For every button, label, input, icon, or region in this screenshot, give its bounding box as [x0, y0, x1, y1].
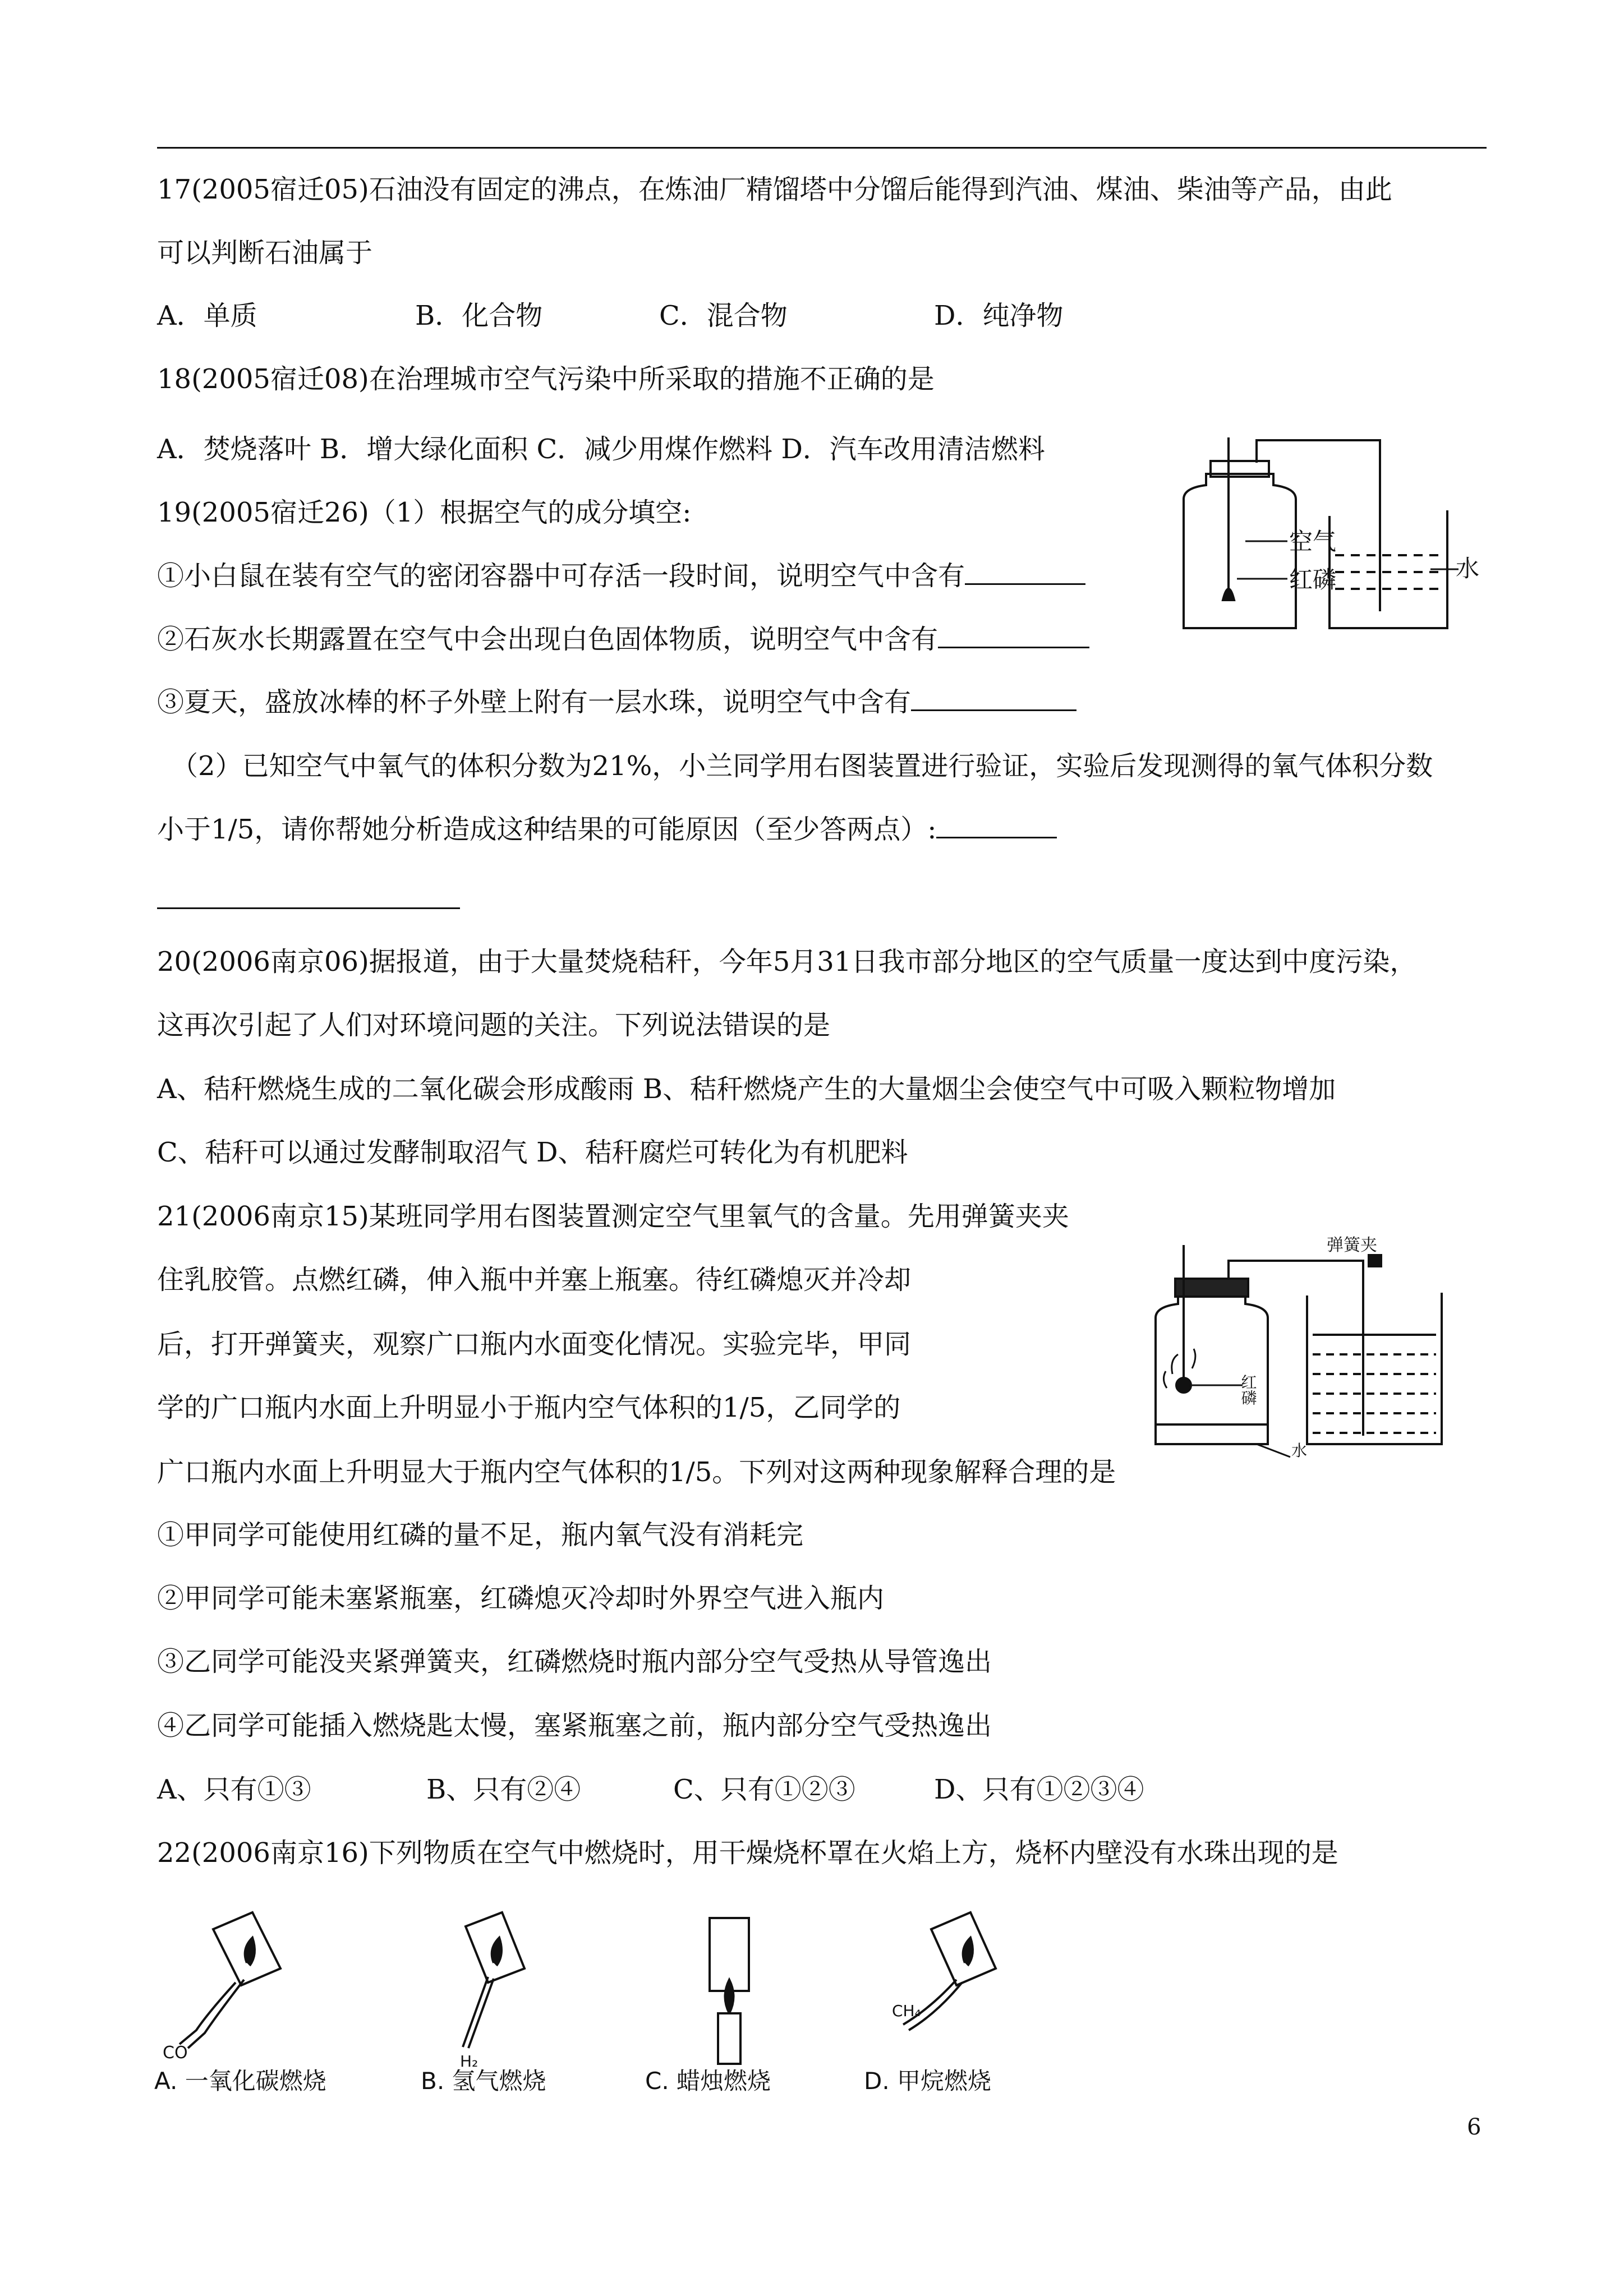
q18-stem: 18(2005宿迁08)在治理城市空气污染中所采取的措施不正确的是 — [157, 363, 935, 395]
q19-item1 — [157, 558, 1085, 594]
q19-figure-label-phosphorus: 红磷 — [1289, 566, 1337, 593]
q20-options-ab: A、秸秆燃烧生成的二氧化碳会形成酸雨 B、秸秆燃烧产生的大量烟尘会使空气中可吸入颗粒物增加 — [157, 1073, 1336, 1105]
q19-item1-text: ①小白鼠在装有空气的密闭容器中可存活一段时间，说明空气中含有 — [157, 560, 965, 592]
q17-option-b: B．化合物 — [415, 300, 543, 331]
q22-figure-a-caption: A. 一氧化碳燃烧 — [154, 2067, 326, 2095]
q22-figure-a-gas: CO — [163, 2043, 188, 2063]
q19-stem: 19(2005宿迁26)（1）根据空气的成分填空: — [157, 497, 692, 528]
q19-item3 — [157, 684, 1076, 720]
answer-blank[interactable] — [965, 561, 1085, 585]
q21-line5: 广口瓶内水面上升明显大于瓶内空气体积的1/5。下列对这两种现象解释合理的是 — [157, 1456, 1116, 1488]
q21-line3: 后，打开弹簧夹，观察广口瓶内水面变化情况。实验完毕，甲同 — [157, 1329, 912, 1360]
q21-statement-4: ④乙同学可能插入燃烧匙太慢，塞紧瓶塞之前，瓶内部分空气受热逸出 — [157, 1710, 992, 1741]
q22-figure-d-gas: CH₄ — [892, 2002, 921, 2020]
q17-option-a: A．单质 — [157, 300, 257, 331]
q17-option-c: C．混合物 — [659, 300, 788, 331]
q22-figure-a — [151, 1896, 342, 2097]
q22-figure-d — [858, 1896, 1049, 2097]
q22-figure-b-caption: B. 氢气燃烧 — [421, 2067, 546, 2095]
answer-line[interactable] — [157, 907, 460, 909]
q21-apparatus-figure — [1144, 1234, 1481, 1458]
q20-options-cd: C、秸秆可以通过发酵制取沼气 D、秸秆腐烂可转化为有机肥料 — [157, 1137, 908, 1168]
q22-stem: 22(2006南京16)下列物质在空气中燃烧时，用干燥烧杯罩在火焰上方，烧杯内壁没有水珠出现的是 — [157, 1837, 1338, 1869]
q21-statement-2: ②甲同学可能未塞紧瓶塞，红磷熄灭冷却时外界空气进入瓶内 — [157, 1583, 885, 1614]
q21-option-c: C、只有①②③ — [673, 1774, 855, 1805]
q19-item3-text: ③夏天，盛放冰棒的杯子外壁上附有一层水珠，说明空气中含有 — [157, 686, 912, 718]
q19-part2-line1: （2）已知空气中氧气的体积分数为21%，小兰同学用右图装置进行验证，实验后发现测得的氧气体积分数 — [171, 750, 1433, 782]
header-rule — [157, 147, 1487, 149]
q19-figure-label-water: 水 — [1456, 555, 1480, 582]
q19-part2-line2-text: 小于1/5，请你帮她分析造成这种结果的可能原因（至少答两点）: — [157, 814, 937, 845]
q17-line1: 17(2005宿迁05)石油没有固定的沸点，在炼油厂精馏塔中分馏后能得到汽油、煤油、柴油等产品，由此 — [157, 174, 1392, 205]
q19-apparatus-figure — [1167, 432, 1481, 639]
q21-figure-label-water: 水 — [1291, 1441, 1308, 1458]
q20-line2: 这再次引起了人们对环境问题的关注。下列说法错误的是 — [157, 1009, 831, 1041]
q19-item2 — [157, 621, 1089, 657]
q21-option-d: D、只有①②③④ — [934, 1774, 1144, 1805]
q19-item2-text: ②石灰水长期露置在空气中会出现白色固体物质，说明空气中含有 — [157, 624, 938, 655]
answer-blank[interactable] — [911, 687, 1076, 711]
q17-option-d: D．纯净物 — [934, 300, 1064, 331]
q18-options: A．焚烧落叶 B．增大绿化面积 C．减少用煤作燃料 D．汽车改用清洁燃料 — [157, 434, 1045, 465]
answer-blank[interactable] — [936, 814, 1057, 838]
q20-line1: 20(2006南京06)据报道，由于大量焚烧秸秆，今年5月31日我市部分地区的空气质量一度达到中度污染， — [157, 946, 1417, 978]
q21-line2: 住乳胶管。点燃红磷，伸入瓶中并塞上瓶塞。待红磷熄灭并冷却 — [157, 1264, 912, 1295]
q19-figure-label-air: 空气 — [1289, 528, 1337, 555]
q17-line2: 可以判断石油属于 — [157, 237, 373, 269]
page-number: 6 — [1467, 2114, 1482, 2140]
q22-figure-b — [404, 1896, 583, 2097]
q22-figure-c — [628, 1896, 808, 2097]
answer-blank[interactable] — [938, 624, 1089, 648]
q21-figure-label-phosphorus: 红磷 — [1239, 1374, 1258, 1405]
q21-option-a: A、只有①③ — [157, 1774, 311, 1805]
q21-line4: 学的广口瓶内水面上升明显小于瓶内空气体积的1/5，乙同学的 — [157, 1392, 901, 1423]
q21-line1: 21(2006南京15)某班同学用右图装置测定空气里氧气的含量。先用弹簧夹夹 — [157, 1201, 1069, 1232]
q21-statement-1: ①甲同学可能使用红磷的量不足，瓶内氧气没有消耗完 — [157, 1519, 804, 1551]
q22-figure-d-caption: D. 甲烷燃烧 — [864, 2067, 992, 2095]
q22-figure-b-gas: H₂ — [460, 2052, 479, 2071]
q21-option-b: B、只有②④ — [426, 1774, 581, 1805]
q22-figure-c-caption: C. 蜡烛燃烧 — [645, 2067, 771, 2095]
q21-figure-label-clamp: 弹簧夹 — [1327, 1235, 1377, 1255]
q19-part2-line2 — [157, 812, 1057, 847]
q21-statement-3: ③乙同学可能没夹紧弹簧夹，红磷燃烧时瓶内部分空气受热从导管逸出 — [157, 1646, 992, 1677]
